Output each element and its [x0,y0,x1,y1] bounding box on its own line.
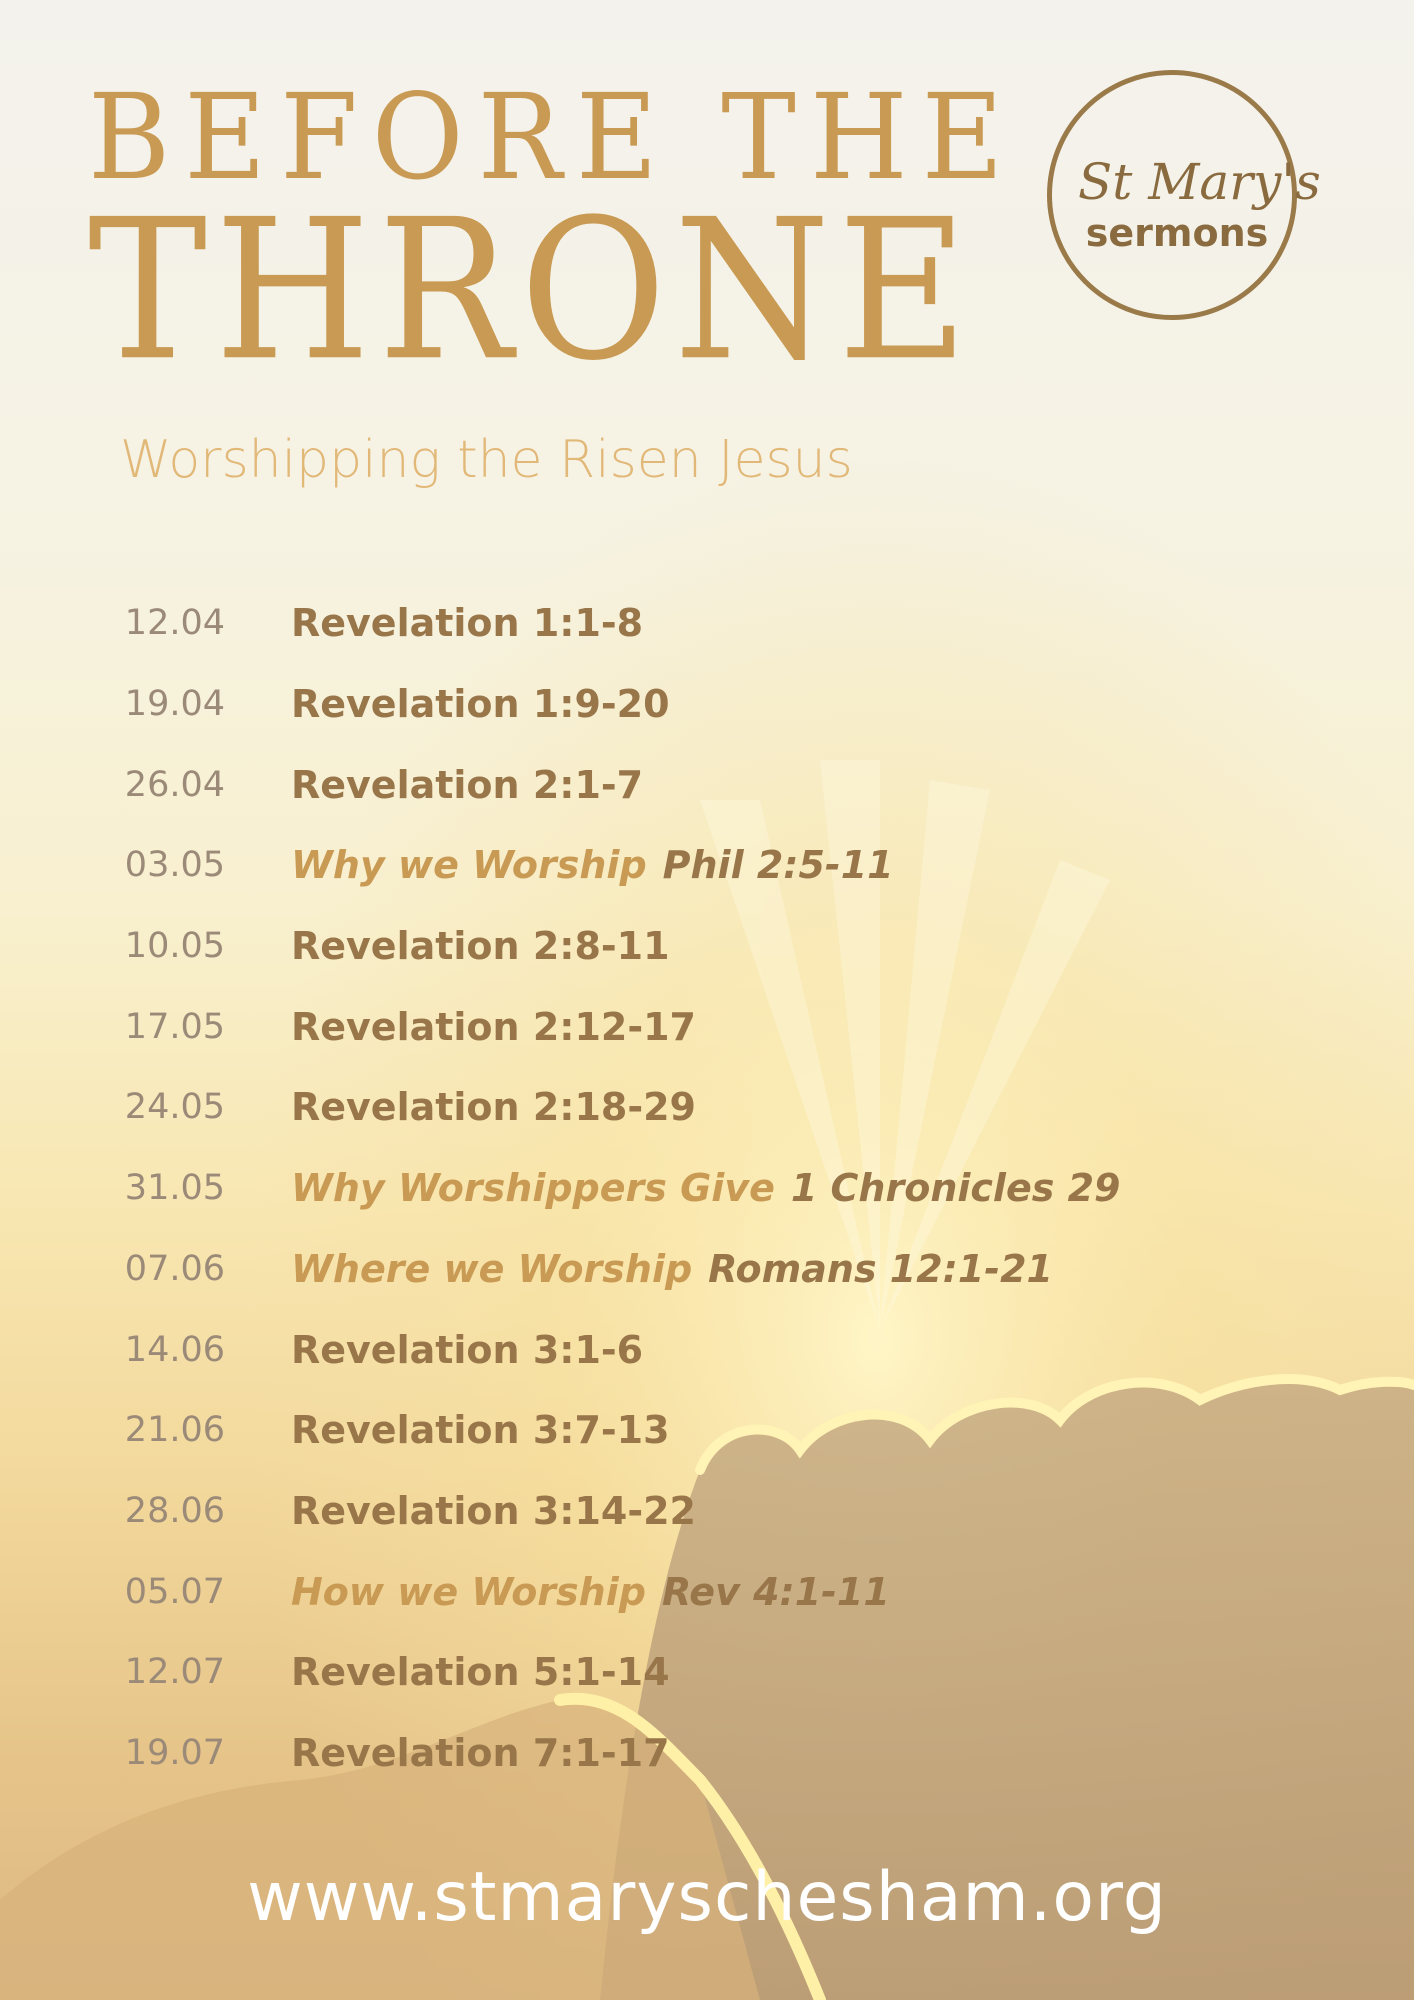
sermon-reference: Rev 4:1-11 [661,1569,890,1614]
sermon-date: 26.04 [124,764,225,805]
sermon-theme: How we Worship [291,1569,646,1614]
sermon-date: 14.06 [124,1329,225,1370]
sermon-title: Revelation 3:7-13 [291,1408,670,1453]
sermon-reference: 1 Chronicles 29 [790,1166,1121,1211]
schedule-row [110,664,1120,745]
schedule-row [110,1713,1120,1794]
sermon-schedule [110,583,1120,1793]
sermon-title [291,1570,890,1614]
title-line-1: BEFORE THE [88,70,1018,207]
schedule-row [110,744,1120,825]
website-url[interactable]: www.stmaryschesham.org [247,1858,1167,1937]
title-line-2: THRONE [88,177,976,404]
series-subtitle: Worshipping the Risen Jesus [120,430,853,490]
sermon-title: Revelation 2:1-7 [291,762,644,807]
logo-word-text: sermons [1085,211,1269,255]
schedule-row [110,1309,1120,1390]
sermon-date: 07.06 [124,1248,225,1289]
schedule-row [110,1148,1120,1229]
sermon-title [291,843,894,887]
schedule-row [110,986,1120,1067]
sermon-date: 28.06 [124,1490,225,1531]
sermon-title: Revelation 3:14-22 [291,1488,696,1533]
schedule-row [110,1229,1120,1310]
sermon-date: 19.07 [124,1732,225,1773]
sermon-title: Revelation 2:8-11 [291,924,670,969]
sermon-date: 12.07 [124,1652,225,1693]
schedule-row [110,1471,1120,1552]
st-marys-sermons-logo [1047,70,1321,320]
sermon-title: Revelation 1:9-20 [291,682,670,727]
sermon-title [291,1247,1053,1291]
logo-script-text: St Mary's [1078,153,1321,211]
sermon-date: 19.04 [124,684,225,725]
sermon-date: 03.05 [124,845,225,886]
schedule-row [110,1390,1120,1471]
sermon-date: 21.06 [124,1410,225,1451]
sermon-title: Revelation 5:1-14 [291,1650,670,1695]
sermon-theme: Why Worshippers Give [291,1166,775,1211]
sermon-date: 31.05 [124,1168,225,1209]
sermon-date: 10.05 [124,926,225,967]
schedule-row [110,1551,1120,1632]
sermon-title [291,1166,1120,1210]
sermon-title: Revelation 1:1-8 [291,601,644,646]
schedule-row [110,906,1120,987]
sermon-theme: Where we Worship [291,1246,693,1291]
schedule-row [110,1067,1120,1148]
sermon-title: Revelation 2:12-17 [291,1004,696,1049]
schedule-row [110,825,1120,906]
sermon-title: Revelation 7:1-17 [291,1730,670,1775]
schedule-row [110,583,1120,664]
sermon-theme: Why we Worship [291,843,647,888]
schedule-row [110,1632,1120,1713]
sermon-title: Revelation 2:18-29 [291,1085,696,1130]
sermon-title: Revelation 3:1-6 [291,1327,644,1372]
sermon-date: 24.05 [124,1087,225,1128]
sermon-reference: Phil 2:5-11 [662,843,894,888]
sermon-reference: Romans 12:1-21 [708,1246,1053,1291]
series-title [88,70,1018,404]
sermon-date: 05.07 [124,1571,225,1612]
sermon-date: 17.05 [124,1006,225,1047]
sermon-date: 12.04 [124,603,225,644]
